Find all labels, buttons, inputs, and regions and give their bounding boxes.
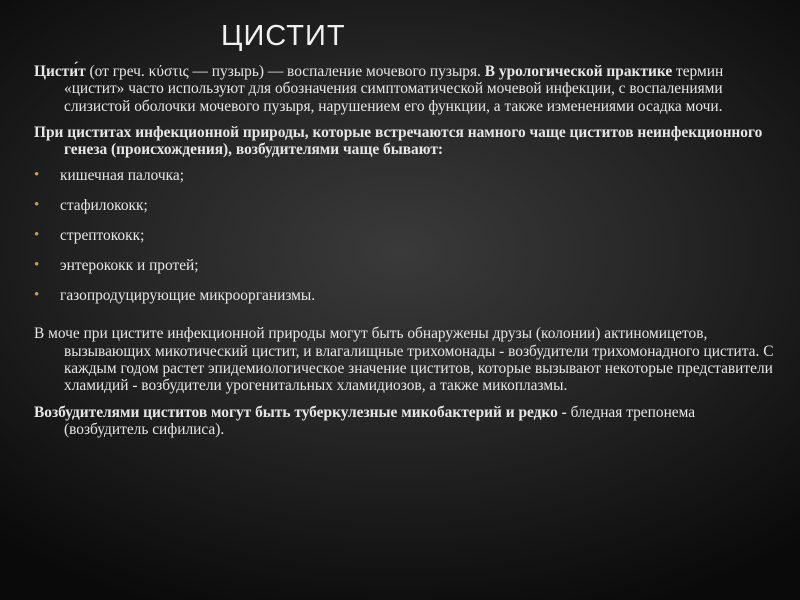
list-item: • энтерококк и протей; bbox=[34, 257, 782, 287]
pathogens-intro-paragraph bbox=[34, 124, 782, 159]
definition-text: (от греч. κύστις — пузырь) — воспаление мочевого пузыря. bbox=[85, 63, 485, 80]
urine-findings-paragraph: В моче при цистите инфекционной природы могут быть обнаружены друзы (колонии) актиномицетов, вызывающих микотический цистит, и влагалищные трихомонады - возбудители трихомонадного цистита. С каждым годом растет эпидемиологическое значение циститов, которые вызывают некоторые представители хламидий - возбудители урогенитальных хламидиозов, а также микоплазмы. bbox=[34, 325, 774, 395]
definition-paragraph bbox=[34, 63, 782, 115]
urology-practice-label: В урологической практике bbox=[484, 63, 673, 80]
definition-text-continued: термин «цистит» часто используют для обозначения симптоматической мочевой инфекции, с воспалениями слизистой оболочки мочевого пузыря, нарушением его функции, а также изменениями осадка мочи. bbox=[64, 63, 724, 115]
list-item: • газопродуцирующие микроорганизмы. bbox=[34, 287, 782, 317]
rare-pathogens-bold: Возбудителями циститов могут быть туберкулезные микобактерий и редко - bbox=[34, 403, 567, 421]
list-item: • стрептококк; bbox=[34, 227, 782, 257]
slide-content bbox=[34, 63, 782, 447]
list-item: • стафилококк; bbox=[34, 197, 782, 227]
pathogens-intro-text: При циститах инфекционной природы, которые встречаются намного чаще циститов неинфекционного генеза (происхождения), возбудителями чаще бывают: bbox=[34, 123, 763, 159]
term-cystitis: Цисти́т bbox=[34, 63, 86, 80]
rare-pathogens-paragraph bbox=[34, 404, 782, 439]
rare-pathogens-text: бледная трепонема (возбудитель сифилиса). bbox=[64, 403, 696, 438]
list-item: • кишечная палочка; bbox=[34, 167, 782, 197]
pathogens-list bbox=[34, 167, 782, 317]
slide-title: ЦИСТИТ bbox=[221, 20, 346, 52]
